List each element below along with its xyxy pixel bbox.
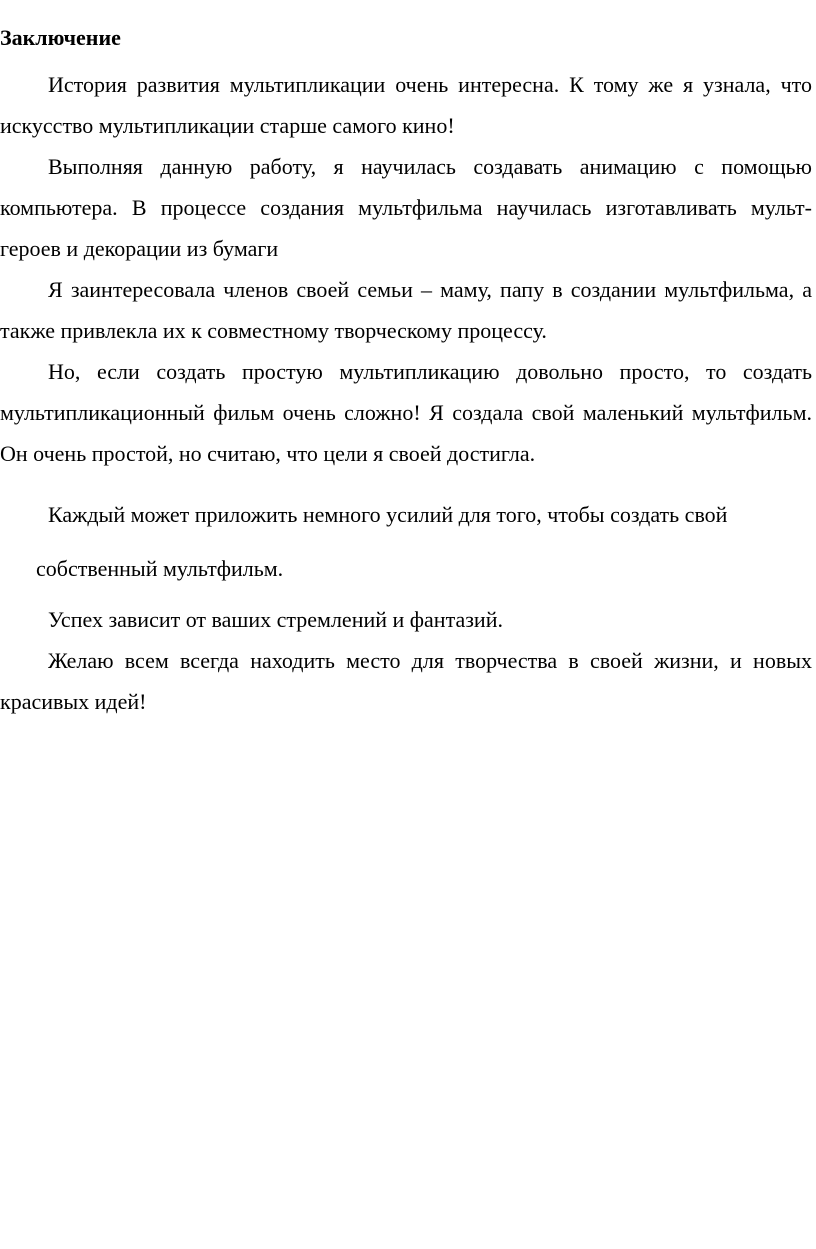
paragraph-history: История развития мультипликации очень интересна. К тому же я узнала, что искусство мультипликации старше самого кино! [0, 72, 812, 138]
paragraph-success: Успех зависит от ваших стремлений и фантазий. [48, 607, 503, 632]
paragraph-family: Я заинтересовала членов своей семьи – маму, папу в создании мультфильма, а также привлекла их к совместному творческому процессу. [0, 277, 812, 343]
paragraph-everyone-line2: собственный мультфильм. [36, 556, 284, 581]
paragraph-work: Выполняя данную работу, я научилась создавать анимацию с помощью компьютера. В процессе создания мультфильма научилась изготавливать мульт-героев и декорации из бумаги [0, 154, 812, 261]
paragraph-everyone [0, 488, 812, 596]
document-body [0, 64, 812, 722]
paragraph-film: Но, если создать простую мультипликацию довольно просто, то создать мультипликационный фильм очень сложно! Я создала свой маленький мультфильм. Он очень простой, но считаю, что цели я своей достигла. [0, 359, 812, 466]
paragraph-wish: Желаю всем всегда находить место для творчества в своей жизни, и новых красивых идей! [0, 648, 812, 714]
document-heading: Заключение [0, 25, 121, 50]
paragraph-everyone-line1: Каждый может приложить немного усилий для того, чтобы создать свой [48, 502, 728, 527]
